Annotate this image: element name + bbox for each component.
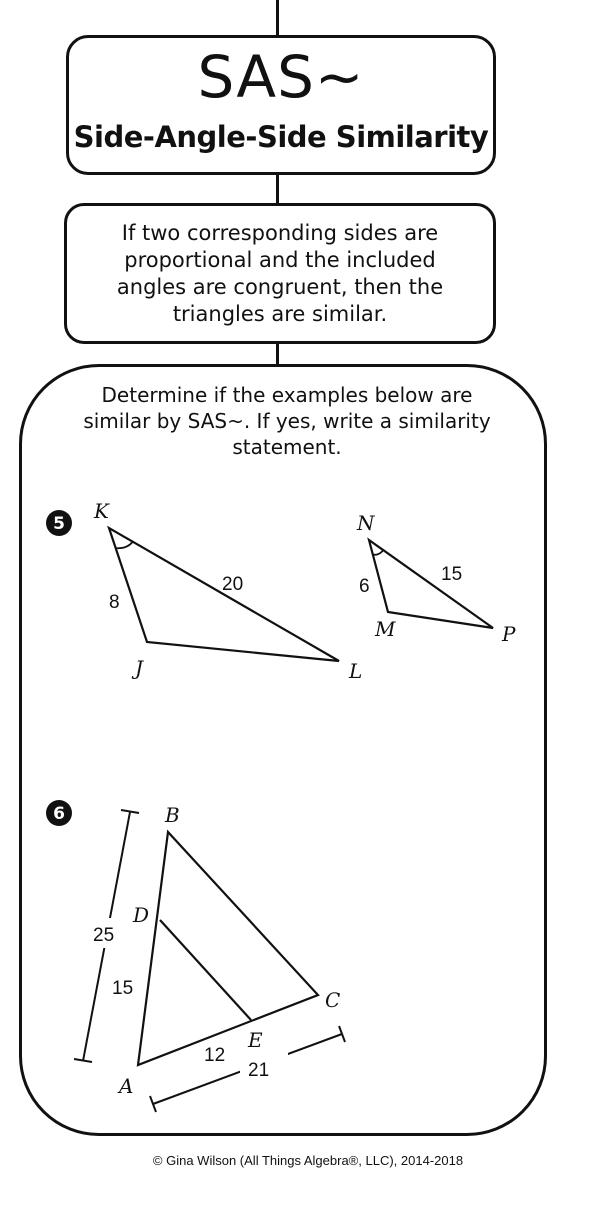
vertex-label-d: D xyxy=(133,903,150,927)
vertex-label-j: J xyxy=(135,656,144,680)
vertex-label-n: N xyxy=(357,511,375,535)
angle-n-arc xyxy=(373,549,384,554)
copyright-footer: © Gina Wilson (All Things Algebra®, LLC), 2014-2018 xyxy=(152,1153,464,1168)
page-title: SAS~ xyxy=(197,43,365,111)
side-ae-measure: 12 xyxy=(204,1045,226,1066)
example-5-number: 5 xyxy=(53,514,65,534)
page-subtitle: Side-Angle-Side Similarity xyxy=(73,120,489,154)
segment-de xyxy=(160,920,251,1020)
side-nm-measure: 6 xyxy=(359,576,370,597)
vertex-label-e: E xyxy=(248,1028,263,1052)
side-kj-measure: 8 xyxy=(109,592,120,613)
vertex-label-k: K xyxy=(94,499,109,523)
triangle-abc xyxy=(138,832,318,1065)
side-kl-measure: 20 xyxy=(222,574,244,595)
example-6 xyxy=(46,800,345,1112)
side-np-measure: 15 xyxy=(441,564,463,585)
instructions-text: Determine if the examples below are similar by SAS~. If yes, write a similarity statement. xyxy=(83,383,491,459)
vertex-label-a: A xyxy=(119,1074,134,1098)
example-5 xyxy=(46,499,516,683)
vertex-label-c: C xyxy=(325,988,341,1012)
side-ad-measure: 15 xyxy=(112,978,134,999)
triangle-nmp xyxy=(369,540,493,628)
vertex-label-m: M xyxy=(375,617,396,641)
vertex-label-b: B xyxy=(165,803,180,827)
side-ab-measure: 25 xyxy=(93,925,115,946)
example-6-number: 6 xyxy=(53,804,65,824)
vertex-label-p: P xyxy=(502,622,516,646)
angle-k-arc xyxy=(116,542,133,548)
side-ac-measure: 21 xyxy=(248,1060,270,1081)
definition-text: If two corresponding sides are proportional and the included angles are congruent, then the triangles are similar. xyxy=(116,220,444,326)
vertex-label-l: L xyxy=(349,659,363,683)
